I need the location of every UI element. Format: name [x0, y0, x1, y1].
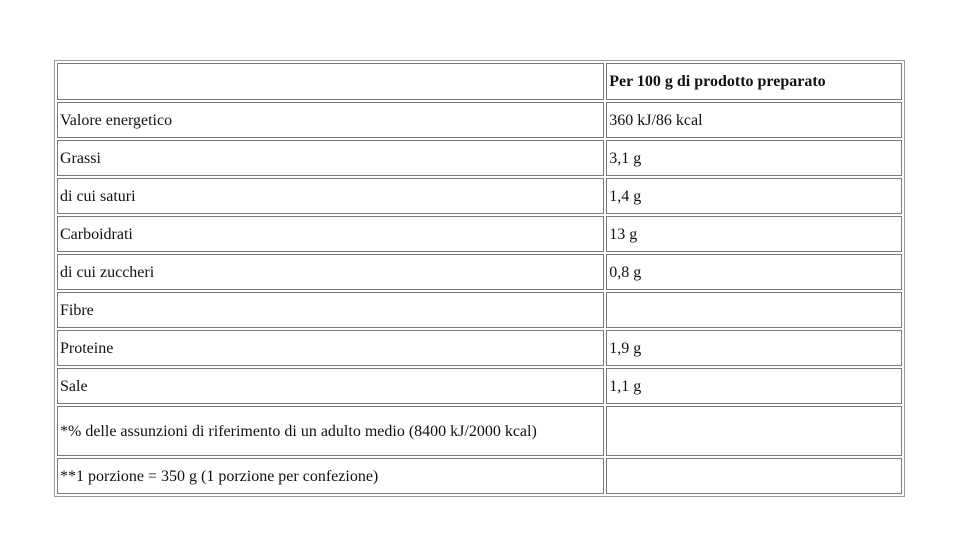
- row-value-fat: 3,1 g: [606, 140, 902, 176]
- table-row: [57, 216, 902, 252]
- table-row: [57, 330, 902, 366]
- row-label-saturated-fat: di cui saturi: [57, 178, 604, 214]
- row-label-reference-intake-note: *% delle assunzioni di riferimento di un adulto medio (8400 kJ/2000 kcal): [57, 406, 604, 456]
- row-label-fibre: Fibre: [57, 292, 604, 328]
- row-label-protein: Proteine: [57, 330, 604, 366]
- table-row: [57, 406, 902, 456]
- row-value-portion-note: [606, 458, 902, 494]
- table-row: [57, 102, 902, 138]
- row-value-protein: 1,9 g: [606, 330, 902, 366]
- table-row: [57, 178, 902, 214]
- row-value-reference-intake-note: [606, 406, 902, 456]
- header-per-100g-cell: Per 100 g di prodotto preparato: [606, 63, 902, 100]
- row-value-salt: 1,1 g: [606, 368, 902, 404]
- row-value-sugars: 0,8 g: [606, 254, 902, 290]
- row-value-energy: 360 kJ/86 kcal: [606, 102, 902, 138]
- row-label-carbohydrates: Carboidrati: [57, 216, 604, 252]
- table-header-row: [57, 63, 902, 100]
- row-value-fibre: [606, 292, 902, 328]
- header-empty-cell: [57, 63, 604, 100]
- row-label-salt: Sale: [57, 368, 604, 404]
- table-row: [57, 458, 902, 494]
- table-row: [57, 292, 902, 328]
- table-row: [57, 140, 902, 176]
- table-row: [57, 254, 902, 290]
- table-row: [57, 368, 902, 404]
- nutrition-facts-table: [54, 60, 905, 497]
- row-label-energy: Valore energetico: [57, 102, 604, 138]
- row-value-saturated-fat: 1,4 g: [606, 178, 902, 214]
- row-label-portion-note: **1 porzione = 350 g (1 porzione per confezione): [57, 458, 604, 494]
- row-label-sugars: di cui zuccheri: [57, 254, 604, 290]
- row-label-fat: Grassi: [57, 140, 604, 176]
- row-value-carbohydrates: 13 g: [606, 216, 902, 252]
